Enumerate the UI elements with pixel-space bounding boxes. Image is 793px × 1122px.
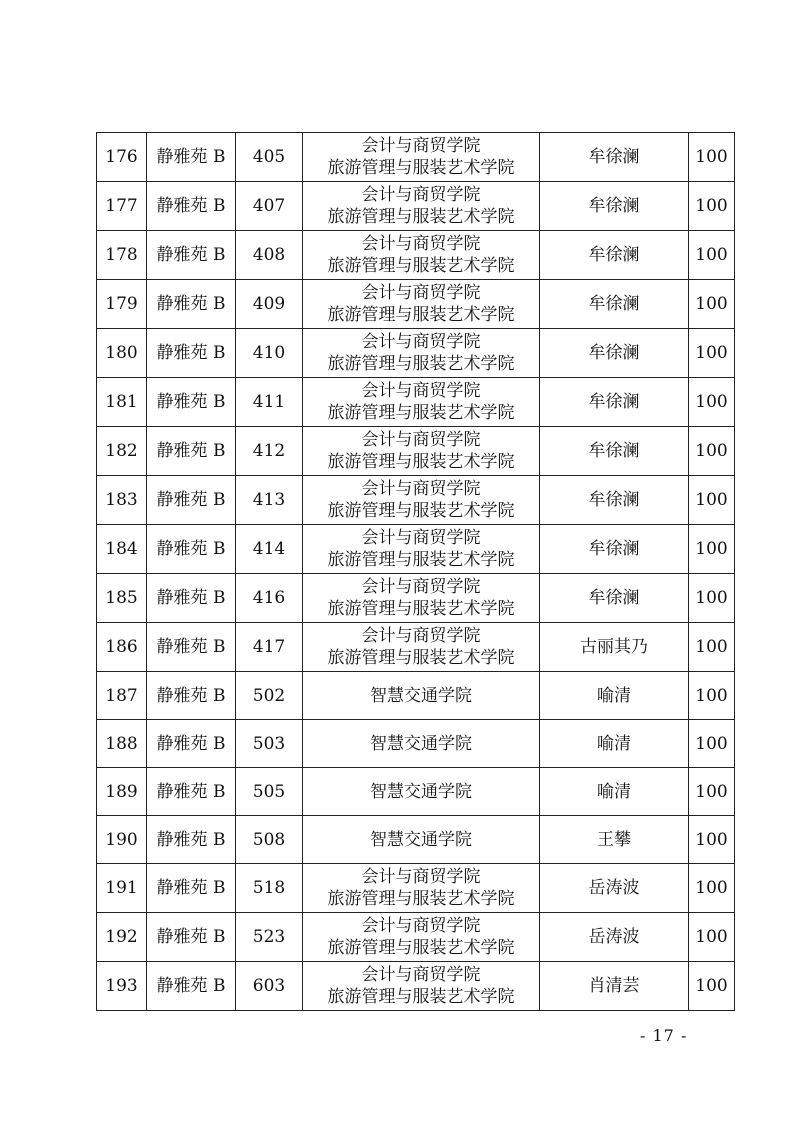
college-cell [303,133,540,182]
table-row [97,768,735,816]
row-number-cell: 190 [97,816,147,864]
row-number-cell: 176 [97,133,147,182]
room-cell: 603 [236,962,303,1011]
building-cell: 静雅苑 B [147,133,236,182]
score-cell: 100 [689,962,735,1011]
college-name: 会计与商贸学院 [361,965,481,985]
college-name: 旅游管理与服装艺术学院 [327,599,515,619]
score-cell: 100 [689,231,735,280]
person-cell: 牟徐澜 [540,574,689,623]
table-row [97,913,735,962]
college-name: 旅游管理与服装艺术学院 [327,452,515,472]
person-cell: 肖清芸 [540,962,689,1011]
college-name: 会计与商贸学院 [361,332,481,352]
college-cell [303,427,540,476]
college-cell [303,525,540,574]
college-cell [303,864,540,913]
room-cell: 523 [236,913,303,962]
score-cell: 100 [689,913,735,962]
score-cell: 100 [689,525,735,574]
college-name: 会计与商贸学院 [361,479,481,499]
college-name: 旅游管理与服装艺术学院 [327,403,515,423]
table-row [97,672,735,720]
building-cell: 静雅苑 B [147,231,236,280]
row-number-cell: 177 [97,182,147,231]
table-row [97,816,735,864]
college-name: 会计与商贸学院 [361,867,481,887]
row-number-cell: 193 [97,962,147,1011]
college-cell [303,231,540,280]
room-cell: 417 [236,623,303,672]
college-cell [303,476,540,525]
person-cell: 岳涛波 [540,864,689,913]
table-row [97,962,735,1011]
college-cell [303,623,540,672]
college-name: 旅游管理与服装艺术学院 [327,256,515,276]
row-number-cell: 181 [97,378,147,427]
college-name: 旅游管理与服装艺术学院 [327,938,515,958]
college-name: 会计与商贸学院 [361,185,481,205]
building-cell: 静雅苑 B [147,427,236,476]
college-name: 智慧交通学院 [370,685,472,706]
person-cell: 牟徐澜 [540,378,689,427]
building-cell: 静雅苑 B [147,378,236,427]
building-cell: 静雅苑 B [147,672,236,720]
table-row [97,231,735,280]
college-name: 旅游管理与服装艺术学院 [327,987,515,1007]
room-cell: 411 [236,378,303,427]
room-cell: 408 [236,231,303,280]
building-cell: 静雅苑 B [147,623,236,672]
row-number-cell: 184 [97,525,147,574]
room-cell: 414 [236,525,303,574]
person-cell: 牟徐澜 [540,476,689,525]
person-cell: 王攀 [540,816,689,864]
college-cell [303,574,540,623]
row-number-cell: 185 [97,574,147,623]
person-cell: 牟徐澜 [540,231,689,280]
room-cell: 416 [236,574,303,623]
table-row [97,623,735,672]
room-cell: 412 [236,427,303,476]
college-name: 旅游管理与服装艺术学院 [327,550,515,570]
score-cell: 100 [689,329,735,378]
college-name: 会计与商贸学院 [361,916,481,936]
college-cell [303,672,540,720]
dormitory-table [96,132,735,1011]
table-body [97,133,735,1011]
college-name: 会计与商贸学院 [361,234,481,254]
row-number-cell: 183 [97,476,147,525]
room-cell: 410 [236,329,303,378]
room-cell: 405 [236,133,303,182]
college-cell [303,816,540,864]
college-cell [303,913,540,962]
row-number-cell: 192 [97,913,147,962]
table-row [97,378,735,427]
row-number-cell: 178 [97,231,147,280]
building-cell: 静雅苑 B [147,476,236,525]
score-cell: 100 [689,280,735,329]
score-cell: 100 [689,672,735,720]
person-cell: 喻清 [540,768,689,816]
table-row [97,476,735,525]
score-cell: 100 [689,427,735,476]
row-number-cell: 179 [97,280,147,329]
person-cell: 牟徐澜 [540,525,689,574]
room-cell: 503 [236,720,303,768]
row-number-cell: 188 [97,720,147,768]
building-cell: 静雅苑 B [147,720,236,768]
college-name: 会计与商贸学院 [361,136,481,156]
college-name: 旅游管理与服装艺术学院 [327,889,515,909]
row-number-cell: 191 [97,864,147,913]
table-row [97,182,735,231]
college-cell [303,280,540,329]
row-number-cell: 189 [97,768,147,816]
college-name: 旅游管理与服装艺术学院 [327,501,515,521]
college-name: 会计与商贸学院 [361,626,481,646]
building-cell: 静雅苑 B [147,329,236,378]
college-name: 旅游管理与服装艺术学院 [327,305,515,325]
table-row [97,427,735,476]
college-cell [303,378,540,427]
room-cell: 502 [236,672,303,720]
person-cell: 牟徐澜 [540,280,689,329]
building-cell: 静雅苑 B [147,182,236,231]
college-name: 智慧交通学院 [370,733,472,754]
table-row [97,525,735,574]
score-cell: 100 [689,182,735,231]
room-cell: 518 [236,864,303,913]
college-name: 智慧交通学院 [370,781,472,802]
building-cell: 静雅苑 B [147,574,236,623]
person-cell: 喻清 [540,672,689,720]
row-number-cell: 182 [97,427,147,476]
college-name: 旅游管理与服装艺术学院 [327,158,515,178]
person-cell: 岳涛波 [540,913,689,962]
page-number: - 17 - [640,1026,688,1045]
room-cell: 505 [236,768,303,816]
building-cell: 静雅苑 B [147,816,236,864]
college-cell [303,720,540,768]
score-cell: 100 [689,864,735,913]
score-cell: 100 [689,133,735,182]
college-name: 会计与商贸学院 [361,577,481,597]
room-cell: 413 [236,476,303,525]
person-cell: 古丽其乃 [540,623,689,672]
table-row [97,329,735,378]
room-cell: 409 [236,280,303,329]
score-cell: 100 [689,720,735,768]
table-row [97,280,735,329]
table-row [97,133,735,182]
college-name: 会计与商贸学院 [361,528,481,548]
score-cell: 100 [689,623,735,672]
building-cell: 静雅苑 B [147,525,236,574]
score-cell: 100 [689,768,735,816]
college-cell [303,768,540,816]
college-cell [303,329,540,378]
room-cell: 508 [236,816,303,864]
score-cell: 100 [689,378,735,427]
college-name: 智慧交通学院 [370,829,472,850]
building-cell: 静雅苑 B [147,768,236,816]
score-cell: 100 [689,574,735,623]
college-name: 旅游管理与服装艺术学院 [327,648,515,668]
person-cell: 牟徐澜 [540,427,689,476]
row-number-cell: 187 [97,672,147,720]
building-cell: 静雅苑 B [147,864,236,913]
college-name: 会计与商贸学院 [361,381,481,401]
person-cell: 牟徐澜 [540,133,689,182]
college-name: 旅游管理与服装艺术学院 [327,354,515,374]
college-name: 会计与商贸学院 [361,430,481,450]
row-number-cell: 186 [97,623,147,672]
score-cell: 100 [689,816,735,864]
table-row [97,720,735,768]
person-cell: 喻清 [540,720,689,768]
table-row [97,864,735,913]
building-cell: 静雅苑 B [147,280,236,329]
score-cell: 100 [689,476,735,525]
row-number-cell: 180 [97,329,147,378]
college-cell [303,962,540,1011]
college-name: 旅游管理与服装艺术学院 [327,207,515,227]
building-cell: 静雅苑 B [147,913,236,962]
building-cell: 静雅苑 B [147,962,236,1011]
college-cell [303,182,540,231]
person-cell: 牟徐澜 [540,182,689,231]
table-row [97,574,735,623]
room-cell: 407 [236,182,303,231]
college-name: 会计与商贸学院 [361,283,481,303]
person-cell: 牟徐澜 [540,329,689,378]
